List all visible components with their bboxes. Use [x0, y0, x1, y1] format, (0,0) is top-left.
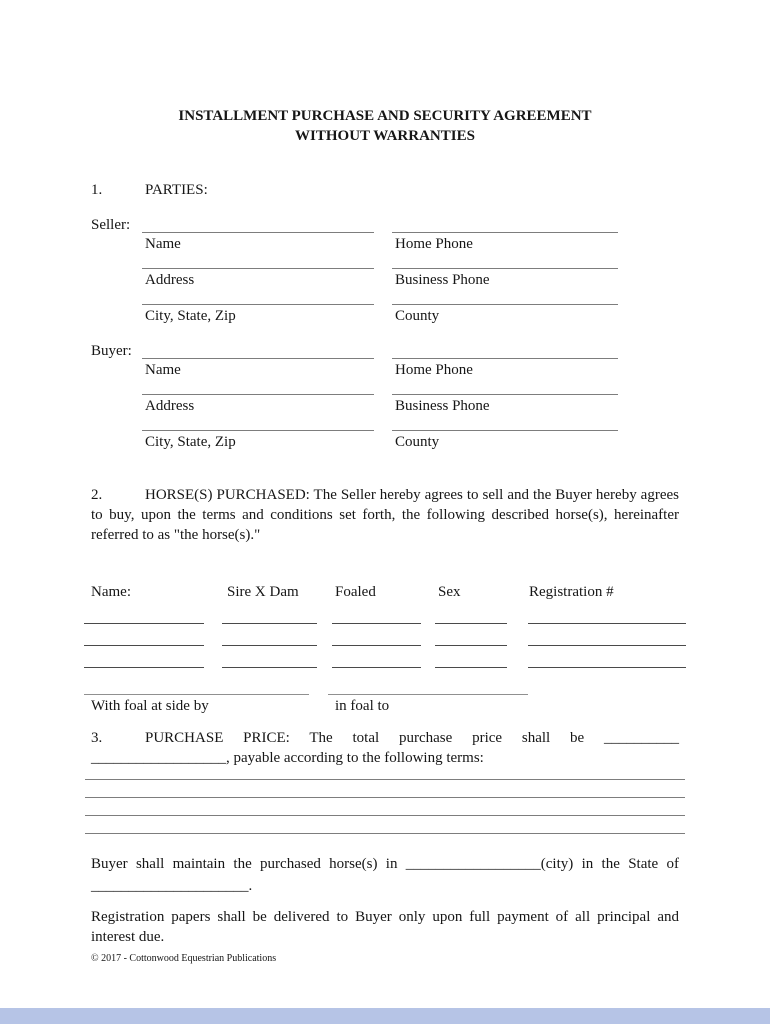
- horse-table-header-sex: Sex: [438, 584, 461, 600]
- horses-paragraph-line-3: referred to as "the horse(s).": [91, 527, 261, 543]
- seller-county-label: County: [395, 308, 440, 324]
- seller-label: Seller:: [91, 217, 131, 233]
- buyer-home-phone-field[interactable]: [392, 358, 618, 380]
- seller-county-field[interactable]: [392, 304, 618, 326]
- horse-table-header-name: Name:: [91, 584, 131, 600]
- buyer-row-3: [142, 430, 679, 452]
- section-horses-paragraph: [91, 485, 679, 545]
- seller-name-field[interactable]: [142, 232, 374, 254]
- maintain-line-1: Buyer shall maintain the purchased horse(s) in __________________(city) in the State of: [91, 856, 679, 872]
- section-parties-number: 1.: [91, 182, 103, 198]
- horse-table-header-sire-dam: Sire X Dam: [227, 584, 299, 600]
- horse-foaled-blank[interactable]: [332, 624, 421, 646]
- seller-name-label: Name: [145, 236, 181, 252]
- maintain-line-2: _____________________.: [91, 878, 253, 894]
- doc-title-line-1: INSTALLMENT PURCHASE AND SECURITY AGREEMENT: [178, 108, 592, 124]
- horses-paragraph-line-1: [91, 485, 679, 505]
- seller-address-field[interactable]: [142, 268, 374, 290]
- seller-home-phone-field[interactable]: [392, 232, 618, 254]
- horse-foaled-blank[interactable]: [332, 646, 421, 668]
- buyer-county-label: County: [395, 434, 440, 450]
- section-parties-title: PARTIES:: [145, 182, 208, 198]
- horse-table: [84, 582, 686, 668]
- buyer-city-state-zip-label: City, State, Zip: [145, 434, 236, 450]
- horse-table-header-foaled: Foaled: [335, 584, 376, 600]
- section-horses-number: 2.: [91, 487, 103, 503]
- terms-blank-line[interactable]: [85, 797, 685, 798]
- horse-registration-blank[interactable]: [528, 602, 686, 624]
- buyer-city-state-zip-field[interactable]: [142, 430, 374, 452]
- buyer-block: [91, 343, 679, 452]
- horse-name-blank[interactable]: [84, 646, 204, 668]
- price-paragraph-line-1: [91, 728, 679, 748]
- horse-registration-blank[interactable]: [528, 646, 686, 668]
- seller-row-1: [142, 232, 679, 254]
- horse-table-header-row: [84, 582, 686, 602]
- seller-business-phone-field[interactable]: [392, 268, 618, 290]
- horse-sire-dam-blank[interactable]: [222, 624, 317, 646]
- horse-sire-dam-blank[interactable]: [222, 646, 317, 668]
- seller-city-state-zip-label: City, State, Zip: [145, 308, 236, 324]
- doc-title-line-2: WITHOUT WARRANTIES: [295, 128, 475, 144]
- horse-foaled-blank[interactable]: [332, 602, 421, 624]
- buyer-row-2: [142, 394, 679, 416]
- horse-table-blank-row: [84, 602, 686, 624]
- horse-name-blank[interactable]: [84, 624, 204, 646]
- foal-row: [84, 694, 679, 716]
- buyer-county-field[interactable]: [392, 430, 618, 452]
- seller-row-2: [142, 268, 679, 290]
- with-foal-at-side-by-field[interactable]: [84, 694, 309, 716]
- seller-home-phone-label: Home Phone: [395, 236, 473, 252]
- horses-paragraph-line-2: to buy, upon the terms and conditions set forth, the following described horse(s), hereinafter: [91, 507, 679, 523]
- maintain-paragraph: [91, 853, 679, 897]
- buyer-name-field[interactable]: [142, 358, 374, 380]
- registration-paragraph: [91, 907, 679, 947]
- in-foal-to-label: in foal to: [335, 698, 390, 714]
- terms-blank-line[interactable]: [85, 779, 685, 780]
- buyer-business-phone-field[interactable]: [392, 394, 618, 416]
- terms-blank-line[interactable]: [85, 815, 685, 816]
- horse-table-blank-row: [84, 646, 686, 668]
- horses-line-1-text: HORSE(S) PURCHASED: The Seller hereby agrees to sell and the Buyer hereby agrees: [145, 487, 679, 503]
- seller-business-phone-label: Business Phone: [395, 272, 490, 288]
- price-paragraph-line-2: __________________, payable according to the following terms:: [91, 750, 484, 766]
- horse-sire-dam-blank[interactable]: [222, 602, 317, 624]
- horse-sex-blank[interactable]: [435, 602, 507, 624]
- doc-title: [91, 106, 679, 146]
- buyer-row-1: [142, 358, 679, 380]
- price-line-1-text: PURCHASE PRICE: The total purchase price shall be __________: [145, 730, 679, 746]
- buyer-address-label: Address: [145, 398, 195, 414]
- section-parties-heading: [91, 180, 679, 200]
- horse-sex-blank[interactable]: [435, 646, 507, 668]
- section-price-paragraph: [91, 728, 679, 768]
- terms-blank-line[interactable]: [85, 833, 685, 834]
- seller-city-state-zip-field[interactable]: [142, 304, 374, 326]
- horse-table-header-registration: Registration #: [529, 584, 614, 600]
- horse-registration-blank[interactable]: [528, 624, 686, 646]
- copyright-footer: © 2017 - Cottonwood Equestrian Publications: [91, 953, 277, 964]
- buyer-name-label: Name: [145, 362, 181, 378]
- buyer-business-phone-label: Business Phone: [395, 398, 490, 414]
- buyer-home-phone-label: Home Phone: [395, 362, 473, 378]
- document-content: [91, 0, 679, 965]
- seller-block: [91, 217, 679, 326]
- seller-row-3: [142, 304, 679, 326]
- bottom-accent-bar: [0, 1008, 770, 1024]
- registration-line-2: interest due.: [91, 929, 165, 945]
- horse-sex-blank[interactable]: [435, 624, 507, 646]
- horse-table-blank-row: [84, 624, 686, 646]
- buyer-label: Buyer:: [91, 343, 132, 359]
- registration-line-1: Registration papers shall be delivered to Buyer only upon full payment of all principal and: [91, 909, 679, 925]
- section-price-number: 3.: [91, 730, 103, 746]
- horse-name-blank[interactable]: [84, 602, 204, 624]
- in-foal-to-field[interactable]: [328, 694, 528, 716]
- buyer-address-field[interactable]: [142, 394, 374, 416]
- with-foal-at-side-by-label: With foal at side by: [91, 698, 209, 714]
- seller-address-label: Address: [145, 272, 195, 288]
